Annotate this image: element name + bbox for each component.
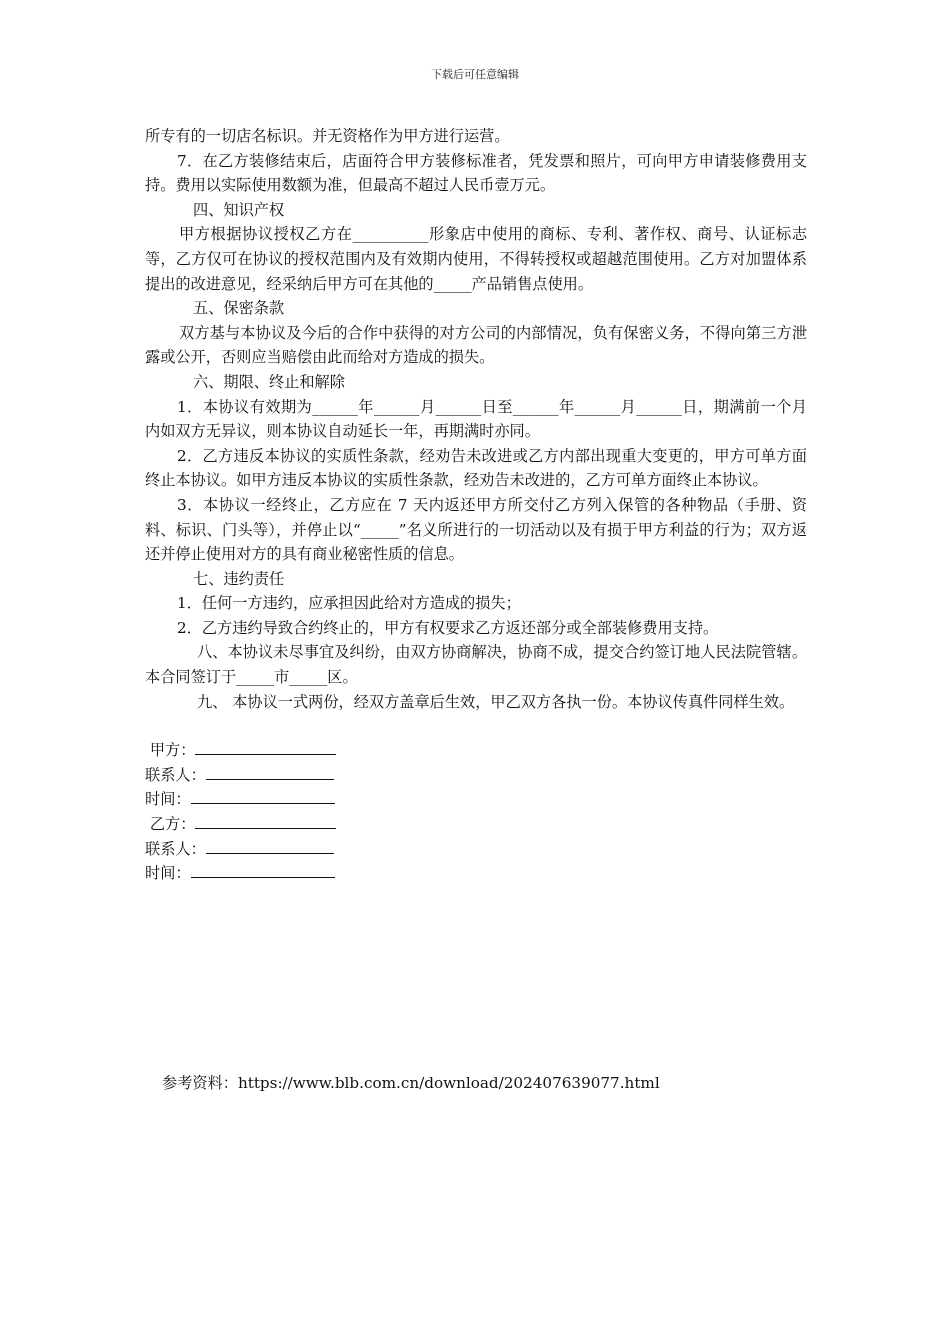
signature-label: 联系人： xyxy=(145,765,206,784)
signature-blank[interactable] xyxy=(195,740,336,755)
signature-blank[interactable] xyxy=(206,839,334,854)
signature-line-contact-a xyxy=(145,763,807,788)
signature-label: 时间： xyxy=(145,790,191,809)
signature-line-party-b xyxy=(145,812,807,837)
signature-line-party-a xyxy=(145,738,807,763)
paragraph: 1．本协议有效期为______年______月______日至______年______月______日，期满前一个月内如双方无异议，则本协议自动延长一年，再期满时亦同。 xyxy=(145,397,807,441)
paragraph: 7．在乙方装修结束后，店面符合甲方装修标准者，凭发票和照片，可向甲方申请装修费用支持。费用以实际使用数额为准，但最高不超过人民币壹万元。 xyxy=(145,151,807,195)
signature-line-date-b xyxy=(145,861,807,886)
document-body xyxy=(145,124,807,886)
reference-link[interactable]: 参考资料：https://www.blb.com.cn/download/202407639077.html xyxy=(162,1074,660,1092)
paragraph: 八、本协议未尽事宜及纠纷，由双方协商解决，协商不成，提交合约签订地人民法院管辖。本合同签订于_____市_____区。 xyxy=(145,643,807,687)
section-heading: 五、保密条款 xyxy=(193,299,285,318)
signature-label: 乙方： xyxy=(145,815,196,834)
paragraph: 2．乙方违反本协议的实质性条款，经劝告未改进或乙方内部出现重大变更的，甲方可单方面终止本协议。如甲方违反本协议的实质性条款，经劝告未改进的，乙方可单方面终止本协议。 xyxy=(145,446,807,490)
paragraph: 甲方根据协议授权乙方在__________形象店中使用的商标、专利、著作权、商号、认证标志等，乙方仅可在协议的授权范围内及有效期内使用，不得转授权或超越范围使用。乙方对加盟体系提出的改进意见，经采纳后甲方可在其他的_____产品销售点使用。 xyxy=(145,225,807,293)
paragraph: 2．乙方违约导致合约终止的，甲方有权要求乙方返还部分或全部装修费用支持。 xyxy=(177,618,719,637)
spacer xyxy=(145,714,807,738)
section-heading: 七、违约责任 xyxy=(193,569,285,588)
section-heading: 六、期限、终止和解除 xyxy=(193,372,345,391)
paragraph: 九、 本协议一式两份，经双方盖章后生效，甲乙双方各执一份。本协议传真件同样生效。 xyxy=(197,692,795,711)
paragraph: 双方基与本协议及今后的合作中获得的对方公司的内部情况，负有保密义务，不得向第三方泄露或公开，否则应当赔偿由此而给对方造成的损失。 xyxy=(145,323,807,367)
paragraph: 3．本协议一经终止，乙方应在 7 天内返还甲方所交付乙方列入保管的各种物品（手册、资料、标识、门头等），并停止以“_____”名义所进行的一切活动以及有损于甲方利益的行为；双方返还并停止使用对方的具有商业秘密性质的信息。 xyxy=(145,495,807,564)
signature-blank[interactable] xyxy=(195,814,336,829)
page-header: 下载后可任意编辑 xyxy=(431,68,519,81)
signature-blank[interactable] xyxy=(191,789,335,804)
signature-blank[interactable] xyxy=(191,863,335,878)
signature-blank[interactable] xyxy=(206,765,334,780)
signature-label: 时间： xyxy=(145,864,191,883)
signature-line-date-a xyxy=(145,787,807,812)
section-heading: 四、知识产权 xyxy=(193,200,285,219)
paragraph: 所专有的一切店名标识。并无资格作为甲方进行运营。 xyxy=(145,127,510,145)
signature-line-contact-b xyxy=(145,837,807,862)
signature-label: 甲方： xyxy=(145,741,196,760)
paragraph: 1．任何一方违约，应承担因此给对方造成的损失； xyxy=(177,594,521,613)
signature-label: 联系人： xyxy=(145,839,206,858)
